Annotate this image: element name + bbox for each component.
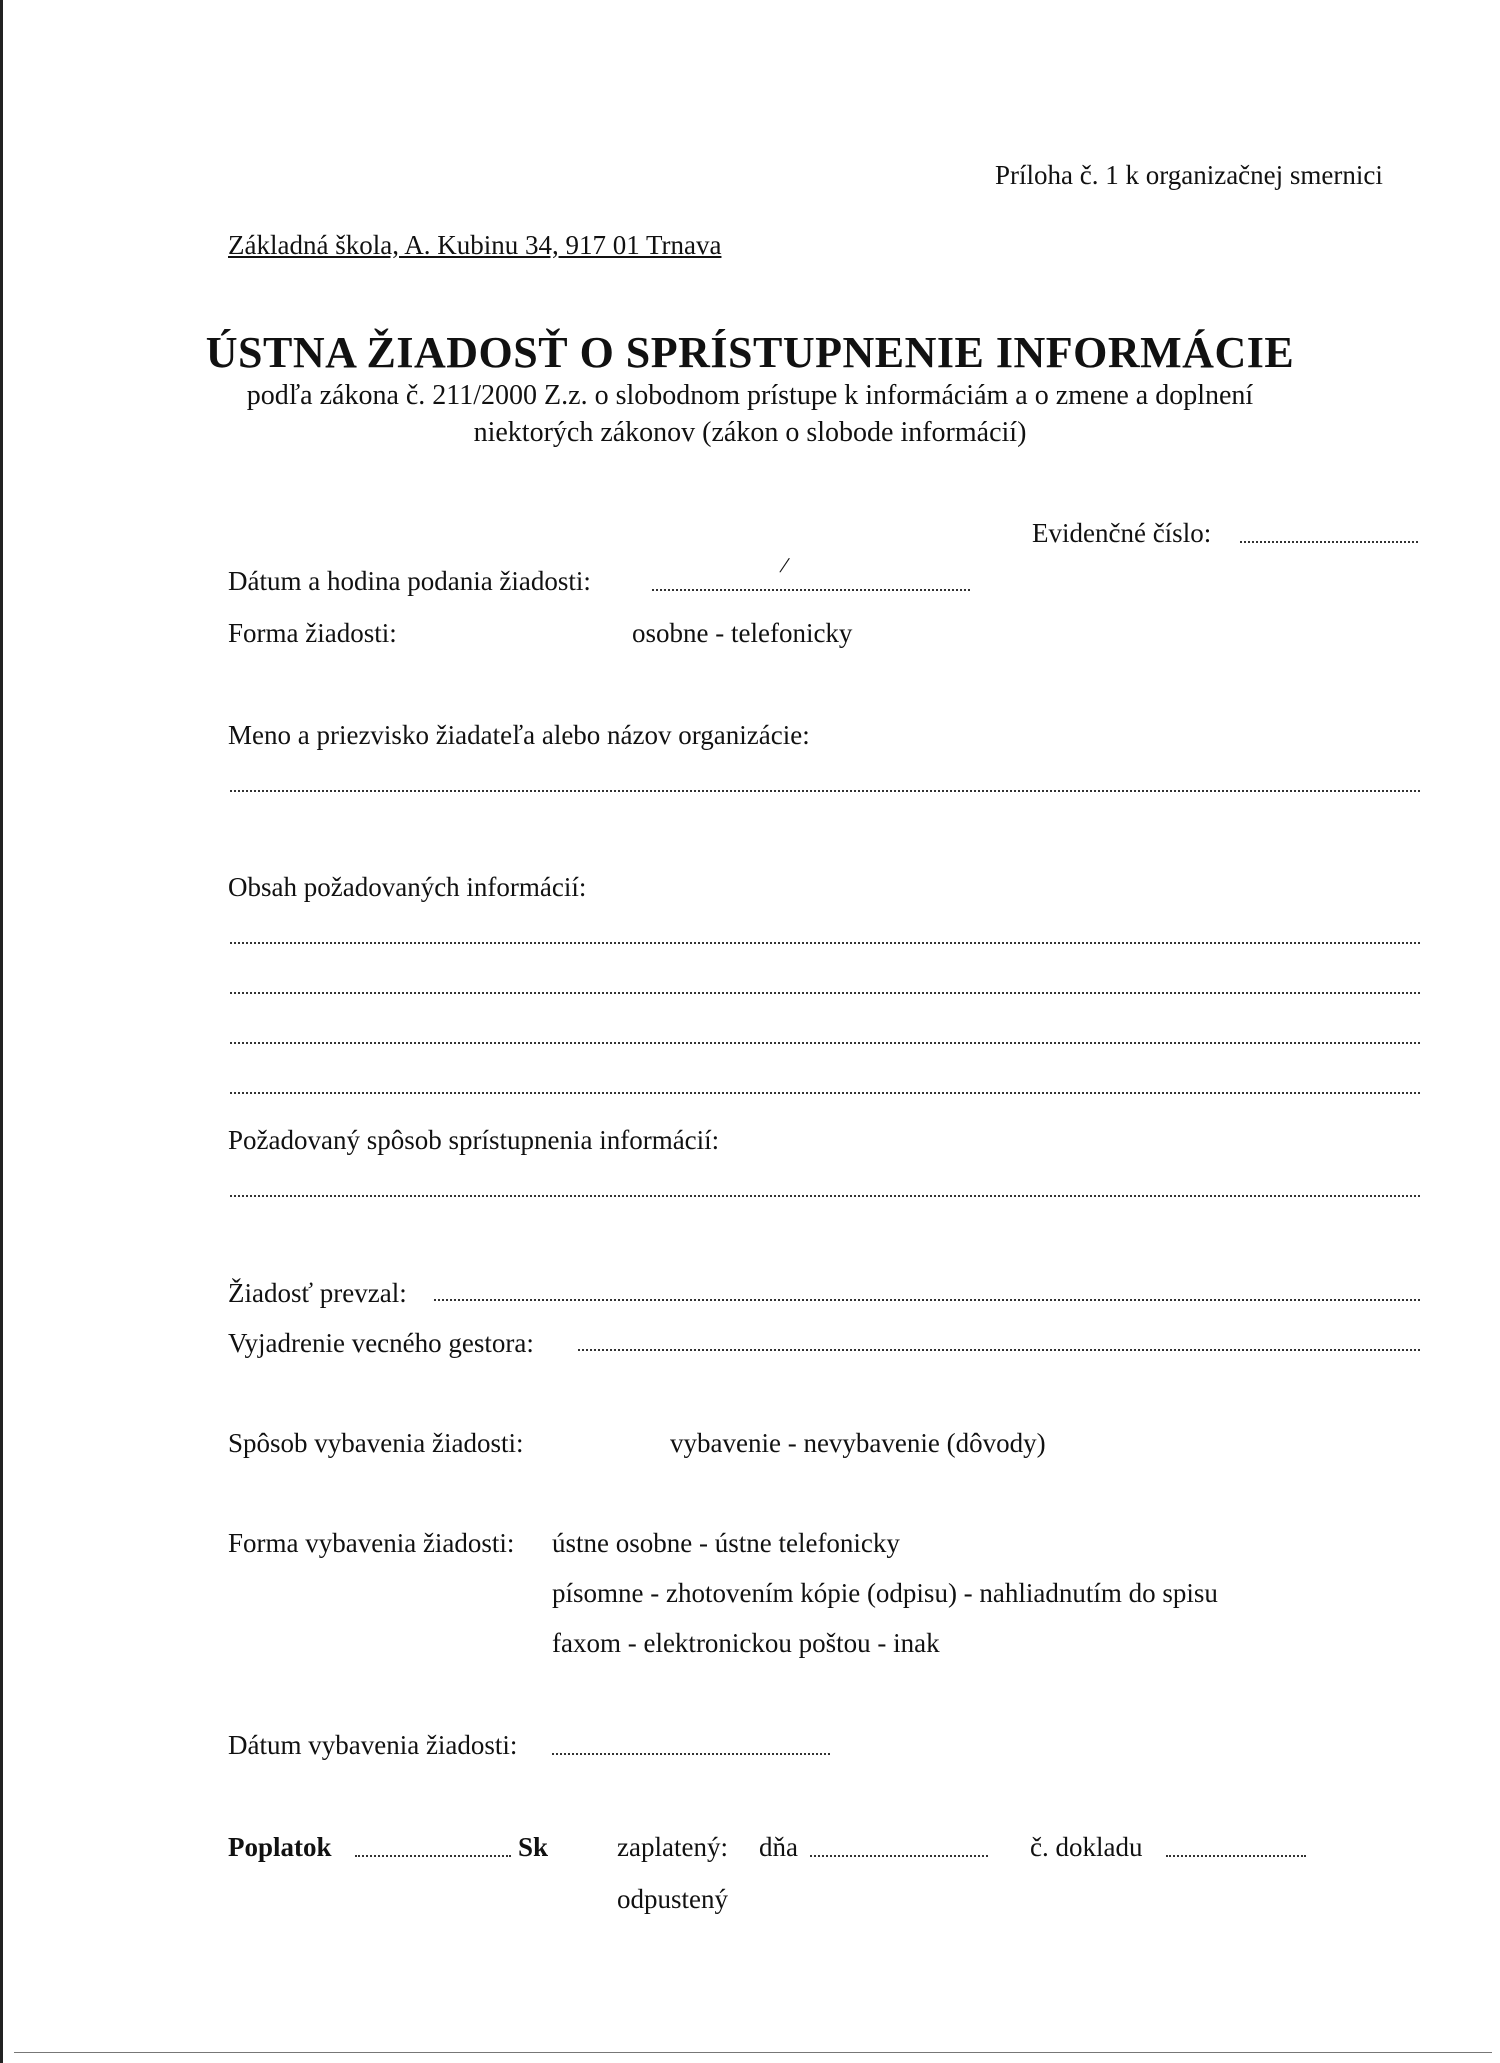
requested-content-line[interactable] xyxy=(230,989,1420,994)
resolution-form-option-line3: faxom - elektronickou poštou - inak xyxy=(552,1628,940,1658)
request-form-label: Forma žiadosti: xyxy=(228,618,397,648)
requested-content-line[interactable] xyxy=(230,1039,1420,1044)
access-method-label: Požadovaný spôsob sprístupnenia informácií: xyxy=(228,1125,720,1155)
request-form-options: osobne - telefonicky xyxy=(632,618,853,648)
school-address: Základná škola, A. Kubinu 34, 917 01 Trnava xyxy=(228,230,722,260)
resolution-date-label: Dátum vybavenia žiadosti: xyxy=(228,1730,518,1760)
resolution-form-option-line1: ústne osobne - ústne telefonicky xyxy=(552,1528,900,1558)
appendix-note: Príloha č. 1 k organizačnej smernici xyxy=(995,160,1383,190)
received-by-label: Žiadosť prevzal: xyxy=(228,1278,407,1308)
submission-datetime-field[interactable] xyxy=(652,586,970,591)
form-title: ÚSTNA ŽIADOSŤ O SPRÍSTUPNENIE INFORMÁCIE xyxy=(205,328,1295,377)
resolution-method-label: Spôsob vybavenia žiadosti: xyxy=(228,1428,524,1458)
datetime-mark: / xyxy=(777,552,792,580)
page-edge xyxy=(0,0,3,2063)
fee-waived-label: odpustený xyxy=(617,1884,728,1914)
fee-amount-field[interactable] xyxy=(355,1852,511,1857)
fee-paid-label: zaplatený: xyxy=(617,1832,728,1862)
fee-paid-date-label: dňa xyxy=(759,1832,798,1862)
submission-datetime-label: Dátum a hodina podania žiadosti: xyxy=(228,566,591,596)
received-by-field[interactable] xyxy=(434,1296,1420,1301)
evidence-number-label: Evidenčné číslo: xyxy=(1032,518,1212,548)
sponsor-statement-label: Vyjadrenie vecného gestora: xyxy=(228,1328,534,1358)
applicant-name-label: Meno a priezvisko žiadateľa alebo názov organizácie: xyxy=(228,720,810,750)
fee-currency: Sk xyxy=(518,1832,549,1862)
requested-content-label: Obsah požadovaných informácií: xyxy=(228,872,587,902)
resolution-method-options: vybavenie - nevybavenie (dôvody) xyxy=(670,1428,1046,1458)
evidence-number-field[interactable] xyxy=(1240,538,1418,543)
resolution-date-field[interactable] xyxy=(552,1750,830,1755)
resolution-form-label: Forma vybavenia žiadosti: xyxy=(228,1528,515,1558)
fee-label: Poplatok xyxy=(228,1832,332,1862)
receipt-number-label: č. dokladu xyxy=(1030,1832,1143,1862)
form-subtitle-line2: niektorých zákonov (zákon o slobode informácií) xyxy=(473,417,1027,448)
applicant-name-field[interactable] xyxy=(230,787,1420,792)
fee-paid-date-field[interactable] xyxy=(810,1852,988,1857)
access-method-field[interactable] xyxy=(230,1192,1420,1197)
requested-content-line[interactable] xyxy=(230,939,1420,944)
sponsor-statement-field[interactable] xyxy=(578,1346,1420,1351)
requested-content-line[interactable] xyxy=(230,1089,1420,1094)
receipt-number-field[interactable] xyxy=(1166,1852,1306,1857)
page-bottom-edge xyxy=(14,2052,1492,2053)
form-subtitle-line1: podľa zákona č. 211/2000 Z.z. o slobodnom prístupe k informáciám a o zmene a doplnení xyxy=(246,380,1254,411)
resolution-form-option-line2: písomne - zhotovením kópie (odpisu) - nahliadnutím do spisu xyxy=(552,1578,1218,1608)
